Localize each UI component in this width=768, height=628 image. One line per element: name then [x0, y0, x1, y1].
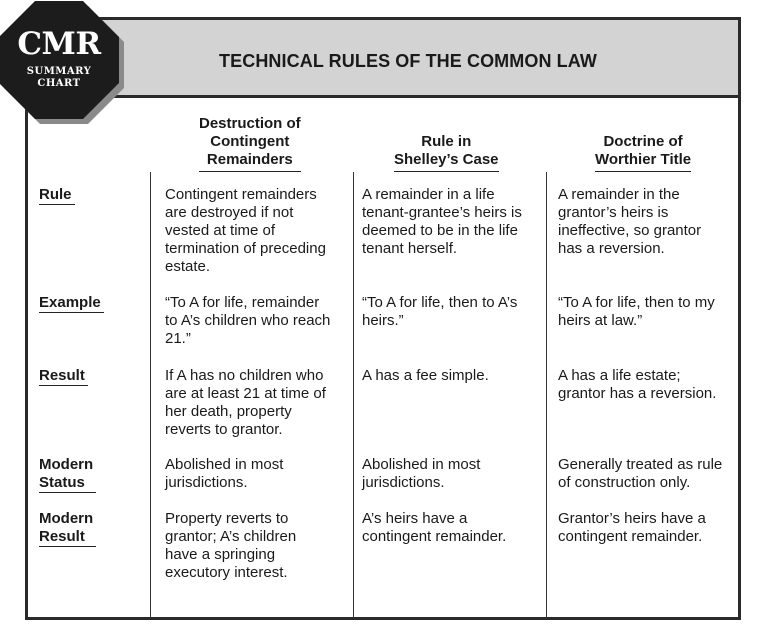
row-label-result: Result: [39, 367, 88, 386]
row-label-rule: Rule: [39, 186, 75, 205]
badge-line-1: SUMMARY: [26, 66, 92, 77]
cmr-badge-logo: [0, 0, 126, 126]
octagon-badge-icon: [0, 0, 126, 126]
table-cell: “To A for life, then to A’s heirs.”: [362, 294, 518, 329]
table-cell: A remainder in a life tenant-grantee’s heirs is deemed to be in the life tenant herself.: [362, 186, 522, 257]
table-cell: A’s heirs have a contingent remainder.: [362, 510, 507, 545]
column-divider: [150, 172, 151, 620]
table-cell: A remainder in the grantor’s heirs is ineffective, so grantor has a reversion.: [558, 186, 702, 257]
table-cell: If A has no children who are at least 21 at time of her death, property reverts to grantor.: [165, 367, 326, 438]
column-header-destruction: Destruction of Contingent Remainders: [199, 115, 301, 172]
row-label-example: Example: [39, 294, 104, 313]
table-cell: Grantor’s heirs have a contingent remainder.: [558, 510, 706, 545]
table-cell: A has a fee simple.: [362, 367, 489, 384]
column-divider: [353, 172, 354, 620]
badge-line-2: CHART: [37, 78, 81, 89]
table-cell: A has a life estate; grantor has a reversion.: [558, 367, 717, 402]
column-header-worthier: Doctrine of Worthier Title: [595, 133, 691, 172]
title-band: [28, 20, 738, 98]
table-cell: Abolished in most jurisdictions.: [362, 456, 481, 491]
table-cell: Abolished in most jurisdictions.: [165, 456, 284, 491]
table-cell: “To A for life, remainder to A’s children who reach 21.”: [165, 294, 331, 347]
table-cell: Generally treated as rule of construction only.: [558, 456, 723, 491]
row-label-modern-result: Modern Result: [39, 510, 96, 547]
table-cell: “To A for life, then to my heirs at law.”: [558, 294, 715, 329]
page-title: TECHNICAL RULES OF THE COMMON LAW: [219, 51, 597, 71]
column-divider: [546, 172, 547, 620]
column-header-shelley: Rule in Shelley’s Case: [394, 133, 499, 172]
table-cell: Contingent remainders are destroyed if not vested at time of termination of preceding estate.: [165, 186, 326, 275]
table-cell: Property reverts to grantor; A’s children have a springing executory interest.: [165, 510, 297, 581]
row-label-modern-status: Modern Status: [39, 456, 96, 493]
badge-logo-text: CMR: [17, 26, 101, 62]
